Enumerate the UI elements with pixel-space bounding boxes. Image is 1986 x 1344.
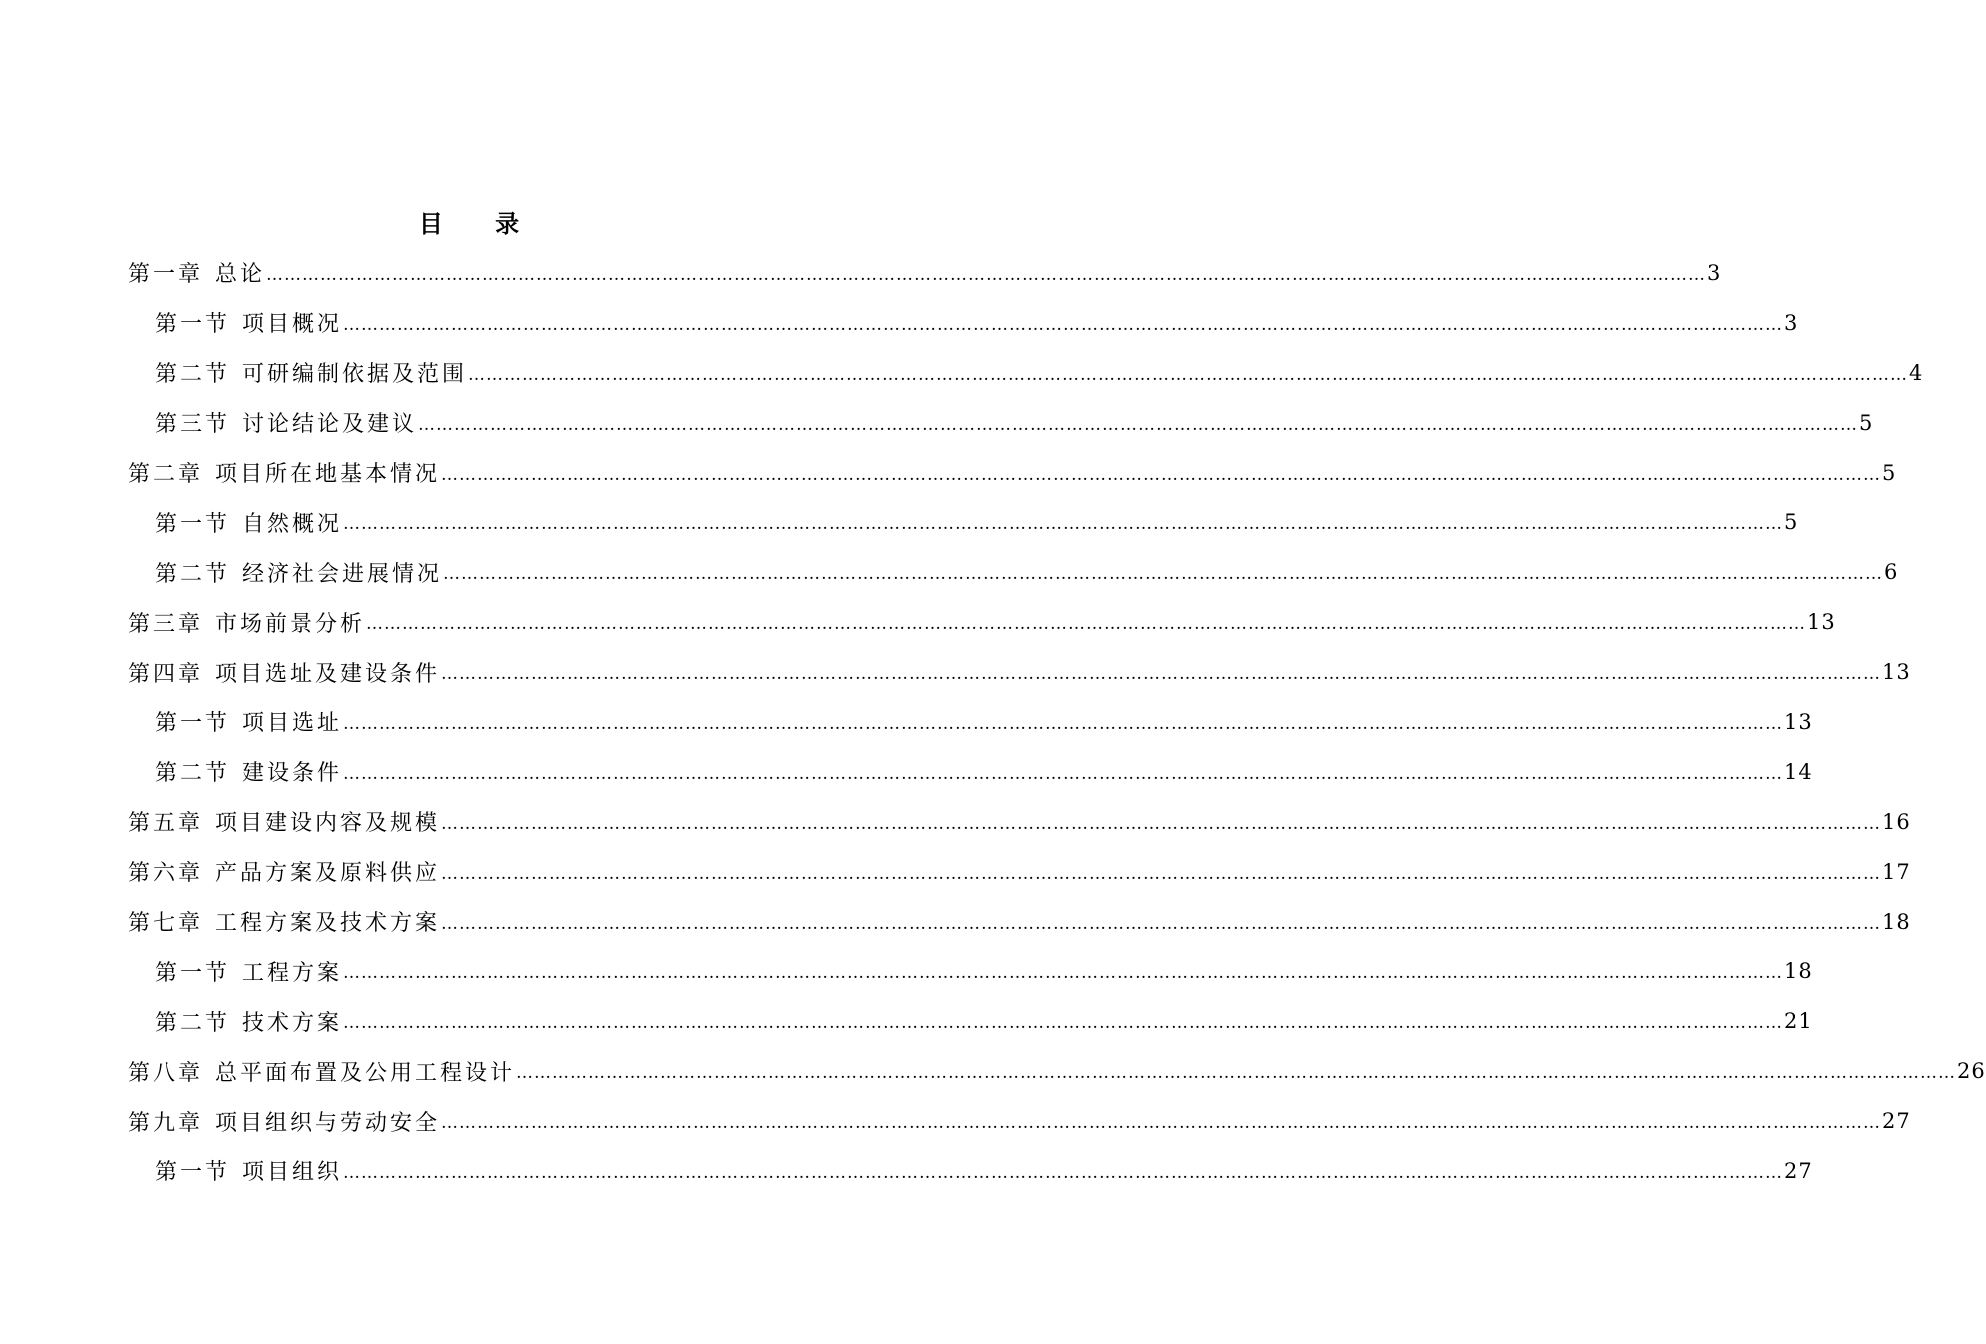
toc-entry[interactable] bbox=[128, 946, 1813, 996]
toc-entry-number: 第五章 bbox=[128, 811, 204, 837]
toc-dot-leader: …………………………………………………………………………………………………………………………………………………………………………………………………………………… bbox=[366, 614, 1807, 635]
toc-entry-title: 总平面布置及公用工程设计 bbox=[215, 1060, 516, 1086]
toc-entry-page-number: 5 bbox=[1882, 460, 1897, 485]
toc-entry-text bbox=[155, 507, 342, 538]
toc-entry-number: 第一节 bbox=[155, 1160, 231, 1186]
toc-entry-page-number: 6 bbox=[1884, 560, 1899, 585]
toc-entry-text bbox=[155, 557, 442, 588]
toc-entry-title: 经济社会进展情况 bbox=[242, 561, 443, 587]
toc-entry[interactable] bbox=[128, 497, 1799, 547]
toc-dot-leader: …………………………………………………………………………………………………………………………………………………………………………………………………………………… bbox=[343, 514, 1784, 535]
toc-entry[interactable] bbox=[128, 248, 1722, 298]
toc-entry-text bbox=[128, 806, 440, 837]
toc-entry-title: 产品方案及原料供应 bbox=[215, 861, 441, 887]
toc-entry-text bbox=[155, 956, 342, 987]
toc-entry-title: 自然概况 bbox=[242, 511, 343, 537]
toc-dot-leader: …………………………………………………………………………………………………………………………………………………………………………………………………………………… bbox=[441, 664, 1882, 685]
toc-entry-number: 第四章 bbox=[128, 661, 204, 687]
toc-dot-leader: …………………………………………………………………………………………………………………………………………………………………………………………………………………… bbox=[343, 963, 1784, 984]
toc-entry-number: 第二节 bbox=[155, 1010, 231, 1036]
toc-entry-title: 讨论结论及建议 bbox=[242, 412, 418, 438]
toc-entry[interactable] bbox=[128, 298, 1799, 348]
toc-entry-text bbox=[128, 657, 440, 688]
toc-entry[interactable] bbox=[128, 697, 1813, 747]
toc-entry-text bbox=[155, 407, 417, 438]
toc-entry[interactable] bbox=[128, 398, 1874, 448]
toc-dot-leader: …………………………………………………………………………………………………………………………………………………………………………………………………………………… bbox=[441, 464, 1882, 485]
toc-title: 目 录 bbox=[418, 209, 542, 238]
toc-dot-leader: …………………………………………………………………………………………………………………………………………………………………………………………………………………… bbox=[468, 364, 1909, 385]
toc-entry-number: 第二章 bbox=[128, 462, 204, 487]
toc-entry-page-number: 3 bbox=[1707, 260, 1722, 285]
toc-dot-leader: …………………………………………………………………………………………………………………………………………………………………………………………………………………… bbox=[343, 1013, 1784, 1034]
toc-entry-text bbox=[155, 1006, 342, 1037]
toc-dot-leader: …………………………………………………………………………………………………………………………………………………………………………………………………………………… bbox=[441, 1113, 1882, 1134]
toc-dot-leader: …………………………………………………………………………………………………………………………………………………………………………………………………………………… bbox=[443, 564, 1884, 585]
toc-entry-page-number: 5 bbox=[1859, 410, 1874, 435]
toc-entry-text bbox=[155, 756, 342, 787]
toc-entry[interactable] bbox=[128, 597, 1836, 647]
toc-entry-text bbox=[128, 1056, 515, 1087]
toc-entry-title: 市场前景分析 bbox=[215, 611, 366, 637]
toc-dot-leader: …………………………………………………………………………………………………………………………………………………………………………………………………………………… bbox=[441, 813, 1882, 834]
toc-dot-leader: …………………………………………………………………………………………………………………………………………………………………………………………………………………… bbox=[343, 763, 1784, 784]
toc-entry-title: 项目组织与劳动安全 bbox=[215, 1110, 441, 1136]
toc-dot-leader: …………………………………………………………………………………………………………………………………………………………………………………………………………………… bbox=[343, 314, 1784, 335]
toc-entry[interactable] bbox=[128, 1046, 1986, 1096]
toc-entry-number: 第二节 bbox=[155, 561, 231, 587]
toc-entry[interactable] bbox=[128, 847, 1911, 897]
toc-entry-page-number: 17 bbox=[1882, 859, 1911, 884]
toc-entry[interactable] bbox=[128, 547, 1899, 597]
toc-entry-text bbox=[155, 307, 342, 338]
toc-entry-text bbox=[128, 906, 440, 937]
toc-entry-number: 第一节 bbox=[155, 711, 231, 737]
toc-entry-text bbox=[128, 1106, 440, 1137]
table-of-contents bbox=[128, 248, 1986, 1196]
toc-dot-leader: …………………………………………………………………………………………………………………………………………………………………………………………………………………… bbox=[266, 264, 1707, 285]
toc-entry-text bbox=[155, 357, 467, 388]
toc-entry-number: 第九章 bbox=[128, 1110, 204, 1136]
toc-entry-title: 项目选址及建设条件 bbox=[215, 661, 441, 687]
toc-dot-leader: …………………………………………………………………………………………………………………………………………………………………………………………………………………… bbox=[441, 863, 1882, 884]
toc-entry-title: 可研编制依据及范围 bbox=[242, 362, 468, 388]
toc-entry-title: 项目概况 bbox=[242, 312, 343, 338]
toc-entry[interactable] bbox=[128, 747, 1813, 797]
toc-dot-leader: …………………………………………………………………………………………………………………………………………………………………………………………………………………… bbox=[343, 1162, 1784, 1183]
toc-entry-text bbox=[128, 257, 265, 288]
toc-entry-page-number: 27 bbox=[1882, 1109, 1911, 1134]
toc-entry-title: 项目建设内容及规模 bbox=[215, 811, 441, 837]
toc-entry-title: 工程方案及技术方案 bbox=[215, 911, 441, 937]
toc-dot-leader: …………………………………………………………………………………………………………………………………………………………………………………………………………………… bbox=[516, 1063, 1957, 1084]
toc-entry-title: 总论 bbox=[215, 262, 266, 288]
toc-entry-page-number: 5 bbox=[1784, 510, 1799, 535]
toc-entry-text bbox=[128, 856, 440, 887]
toc-entry[interactable] bbox=[128, 897, 1911, 947]
toc-entry-number: 第一节 bbox=[155, 312, 231, 338]
toc-dot-leader: …………………………………………………………………………………………………………………………………………………………………………………………………………………… bbox=[441, 913, 1882, 934]
toc-entry-title: 工程方案 bbox=[242, 960, 343, 986]
toc-entry-page-number: 13 bbox=[1882, 660, 1911, 685]
toc-entry-number: 第三节 bbox=[155, 412, 231, 438]
toc-entry-page-number: 13 bbox=[1807, 610, 1836, 635]
toc-entry-page-number: 26 bbox=[1957, 1059, 1986, 1084]
toc-entry[interactable] bbox=[128, 448, 1897, 498]
toc-entry-number: 第二节 bbox=[155, 362, 231, 388]
toc-entry-page-number: 13 bbox=[1784, 709, 1813, 734]
toc-entry-page-number: 16 bbox=[1882, 809, 1911, 834]
toc-entry-page-number: 27 bbox=[1784, 1158, 1813, 1183]
toc-entry-title: 建设条件 bbox=[242, 761, 343, 787]
toc-entry-number: 第一节 bbox=[155, 511, 231, 537]
toc-entry-page-number: 14 bbox=[1784, 759, 1813, 784]
toc-entry-number: 第一章 bbox=[128, 262, 204, 288]
toc-entry-text bbox=[155, 706, 342, 737]
toc-entry[interactable] bbox=[128, 1096, 1911, 1146]
toc-entry-number: 第二节 bbox=[155, 761, 231, 787]
toc-entry[interactable] bbox=[128, 996, 1813, 1046]
toc-entry-page-number: 18 bbox=[1784, 959, 1813, 984]
toc-entry-text bbox=[128, 607, 365, 638]
toc-entry-number: 第六章 bbox=[128, 861, 204, 887]
toc-entry-page-number: 4 bbox=[1909, 360, 1924, 385]
toc-entry-number: 第一节 bbox=[155, 960, 231, 986]
toc-entry-title: 项目所在地基本情况 bbox=[215, 462, 441, 487]
toc-entry-page-number: 3 bbox=[1784, 310, 1799, 335]
toc-entry-number: 第三章 bbox=[128, 611, 204, 637]
toc-dot-leader: …………………………………………………………………………………………………………………………………………………………………………………………………………………… bbox=[343, 713, 1784, 734]
toc-entry-text bbox=[128, 457, 440, 488]
toc-dot-leader: …………………………………………………………………………………………………………………………………………………………………………………………………………………… bbox=[418, 414, 1859, 435]
toc-entry[interactable] bbox=[128, 348, 1924, 398]
toc-entry-page-number: 21 bbox=[1784, 1009, 1813, 1034]
toc-entry[interactable] bbox=[128, 797, 1911, 847]
toc-entry-text bbox=[155, 1155, 342, 1186]
toc-entry-title: 项目组织 bbox=[242, 1160, 343, 1186]
toc-entry-title: 技术方案 bbox=[242, 1010, 343, 1036]
toc-entry[interactable] bbox=[128, 1146, 1813, 1196]
toc-entry-title: 项目选址 bbox=[242, 711, 343, 737]
toc-entry[interactable] bbox=[128, 647, 1911, 697]
toc-entry-page-number: 18 bbox=[1882, 909, 1911, 934]
toc-entry-number: 第八章 bbox=[128, 1060, 204, 1086]
toc-entry-number: 第七章 bbox=[128, 911, 204, 937]
